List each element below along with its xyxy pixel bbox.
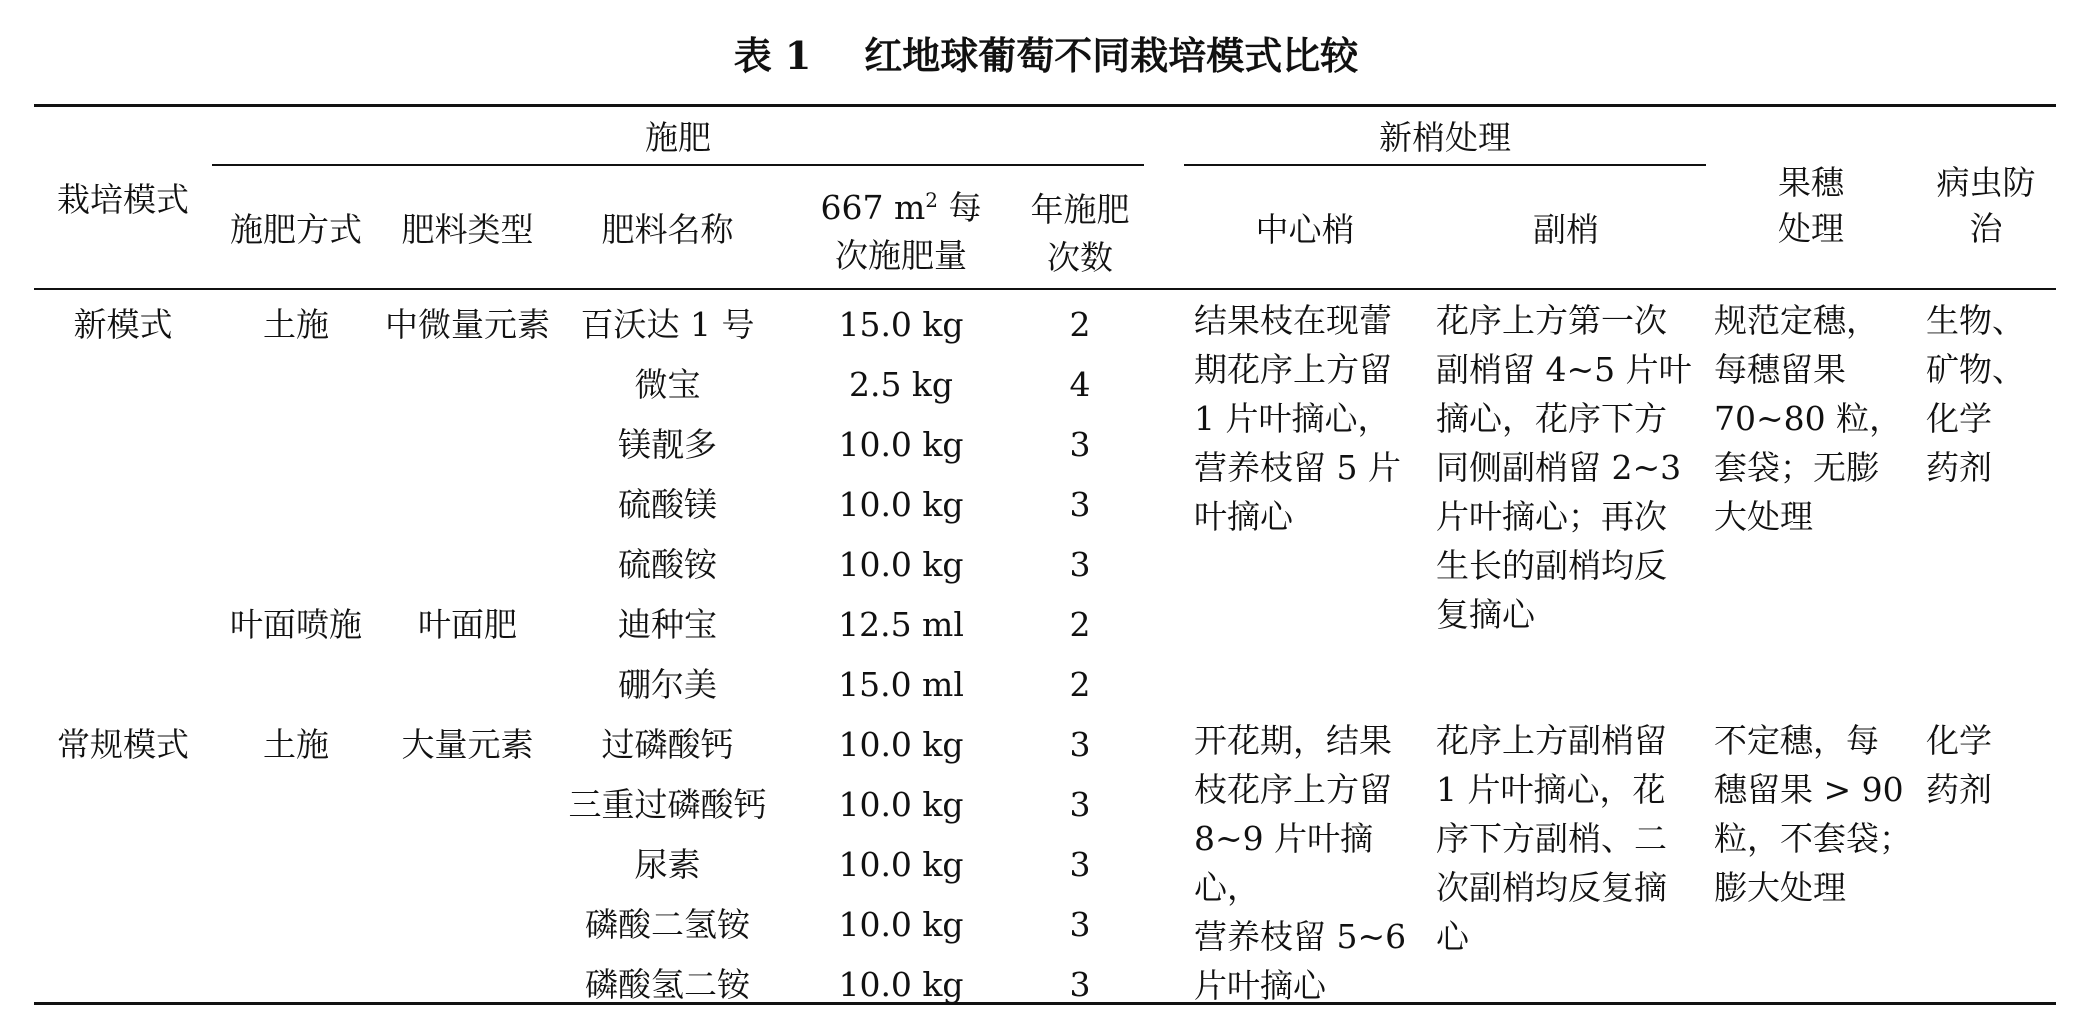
- mode-new: 新模式: [73, 305, 173, 344]
- table-cell: 3: [1069, 485, 1091, 524]
- table-cell: 10.0 kg: [838, 845, 964, 884]
- table-cell: 硫酸镁: [618, 485, 717, 524]
- table-cell: 3: [1069, 845, 1091, 884]
- pest-conventional: 化学 药剂: [1926, 721, 1992, 809]
- table-cell: 过磷酸钙: [601, 725, 734, 764]
- cluster-new: 规范定穗， 每穗留果 70~80 粒， 套袋；无膨 大处理: [1714, 301, 1903, 536]
- table-cell: 2.5 kg: [848, 365, 954, 404]
- method-soil-new: 土施: [263, 305, 329, 344]
- table-cell: 10.0 kg: [838, 965, 964, 1004]
- header-central-shoot: 中心梢: [1255, 210, 1355, 249]
- table-cell: 磷酸二氢铵: [585, 905, 750, 944]
- table-cell: 迪种宝: [618, 605, 717, 644]
- fert-group-rule: [212, 164, 1144, 166]
- table-cell: 4: [1069, 365, 1091, 404]
- table-cell: 10.0 kg: [838, 785, 964, 824]
- table-cell: 3: [1069, 545, 1091, 584]
- header-times: 年施肥 次数: [1030, 190, 1130, 277]
- table-cell: 10.0 kg: [838, 545, 964, 584]
- table-cell: 硼尔美: [618, 665, 717, 704]
- table-cell: 3: [1069, 725, 1091, 764]
- table-cell: 3: [1069, 425, 1091, 464]
- table-cell: 百沃达 1 号: [580, 305, 755, 344]
- type-macro-elements: 大量元素: [401, 725, 534, 764]
- table-cell: 3: [1069, 785, 1091, 824]
- header-fertilization: 施肥: [645, 118, 711, 157]
- header-type: 肥料类型: [401, 210, 534, 249]
- header-cluster: 果穗 处理: [1778, 163, 1844, 248]
- central-shoot-new: 结果枝在现蕾 期花序上方留 1 片叶摘心， 营养枝留 5 片 叶摘心: [1194, 301, 1401, 536]
- top-rule: [34, 104, 2056, 107]
- header-method: 施肥方式: [230, 210, 362, 249]
- fertilizer-times-conventional: [1010, 715, 1150, 1015]
- table-cell: 12.5 ml: [838, 605, 964, 644]
- header-lateral-shoot: 副梢: [1533, 210, 1599, 249]
- table-cell: 10.0 kg: [838, 485, 964, 524]
- fertilizer-names-new: [555, 295, 780, 715]
- table-cell: 2: [1069, 605, 1091, 644]
- fertilizer-names-conventional: [555, 715, 780, 1015]
- mode-conventional: 常规模式: [57, 725, 189, 764]
- table-cell: 微宝: [634, 365, 701, 404]
- type-micro-elements: 中微量元素: [385, 305, 550, 344]
- method-soil-conventional: 土施: [263, 725, 329, 764]
- table-cell: 三重过磷酸钙: [568, 785, 767, 824]
- table-cell: 3: [1069, 905, 1091, 944]
- pest-new: 生物、 矿物、 化学 药剂: [1926, 301, 2025, 487]
- table-cell: 2: [1069, 305, 1091, 344]
- header-new-shoot: 新梢处理: [1379, 118, 1511, 157]
- header-mode: 栽培模式: [57, 180, 189, 219]
- type-foliar: 叶面肥: [418, 605, 517, 644]
- table-cell: 磷酸氢二铵: [585, 965, 750, 1004]
- table-cell: 10.0 kg: [838, 905, 964, 944]
- table-cell: 10.0 kg: [838, 725, 964, 764]
- cluster-conventional: 不定穗，每 穗留果 > 90 粒，不套袋； 膨大处理: [1714, 721, 1912, 907]
- method-foliar: 叶面喷施: [230, 605, 362, 644]
- lateral-shoot-conventional: 花序上方副梢留 1 片叶摘心，花 序下方副梢、二 次副梢均反复摘 心: [1436, 721, 1667, 956]
- fertilizer-amounts-new: [780, 295, 1022, 715]
- shoot-group-rule: [1184, 164, 1706, 166]
- fertilizer-amounts-conventional: [780, 715, 1022, 1015]
- header-name: 肥料名称: [601, 210, 734, 249]
- header-pest-control: 病虫防 治: [1936, 163, 2036, 248]
- table-cell: 15.0 ml: [838, 665, 964, 704]
- header-rule: [34, 288, 2056, 290]
- table-cell: 15.0 kg: [838, 305, 964, 344]
- table-cell: 尿素: [634, 845, 701, 884]
- table-cell: 3: [1069, 965, 1091, 1004]
- table-caption: 表 1 红地球葡萄不同栽培模式比较: [733, 33, 1359, 78]
- table-cell: 硫酸铵: [618, 545, 717, 584]
- table-cell: 10.0 kg: [838, 425, 964, 464]
- central-shoot-conventional: 开花期，结果 枝花序上方留 8~9 片叶摘心， 营养枝留 5~6 片叶摘心: [1194, 721, 1407, 1005]
- table-cell: 2: [1069, 665, 1091, 704]
- fertilizer-times-new: [1010, 295, 1150, 715]
- header-amount: 667 $m^2$ 每 次施肥量: [820, 188, 982, 275]
- lateral-shoot-new: 花序上方第一次 副梢留 4~5 片叶 摘心，花序下方 同侧副梢留 2~3 片叶摘心；再次 生长的副梢均反 复摘心: [1436, 301, 1692, 634]
- table-cell: 镁靓多: [618, 425, 717, 464]
